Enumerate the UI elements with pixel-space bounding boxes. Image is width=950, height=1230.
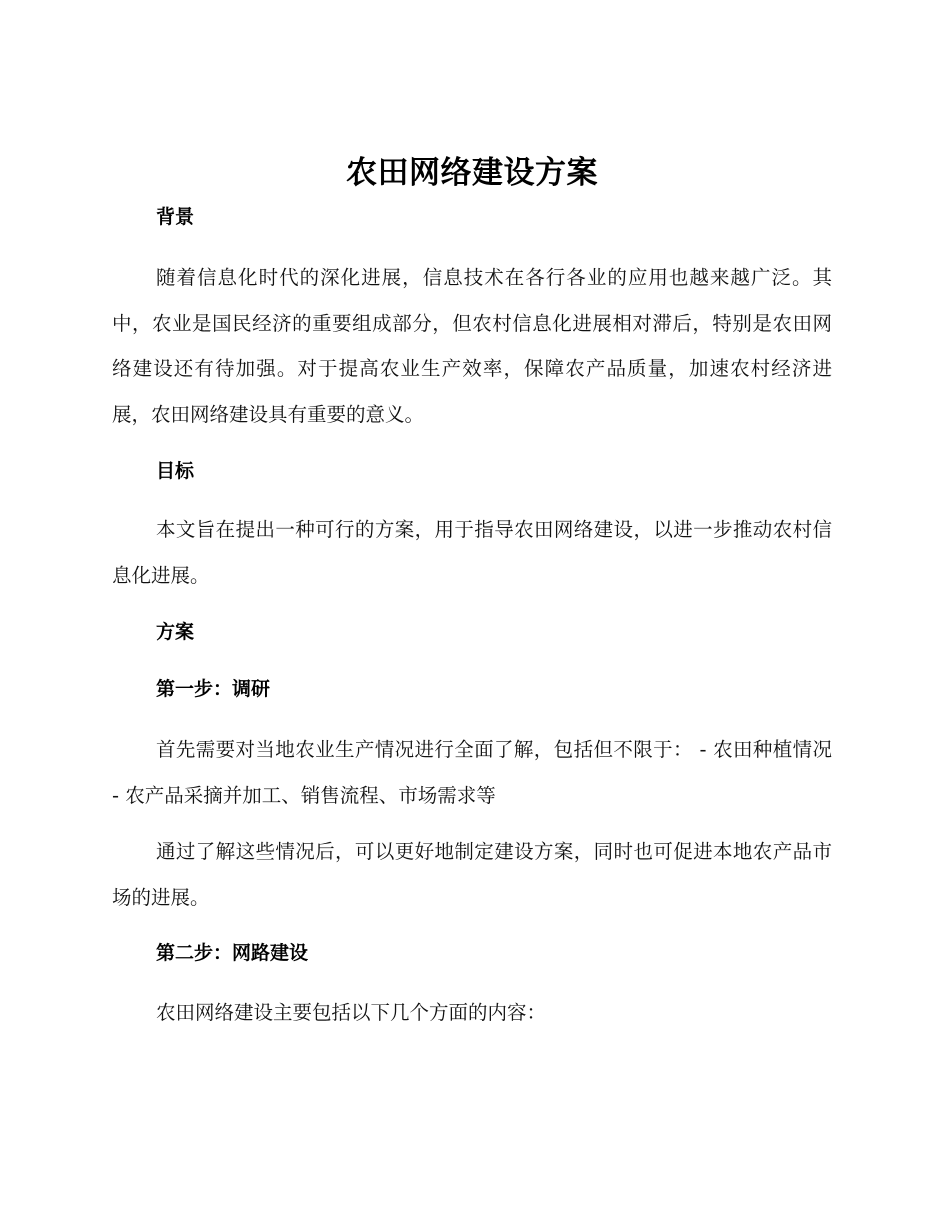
section-heading-plan: 方案 xyxy=(156,621,195,643)
step-heading-research: 第一步：调研 xyxy=(156,678,271,700)
paragraph-research-outcome: 通过了解这些情况后，可以更好地制定建设方案，同时也可促进本地农产品市场的进展。 xyxy=(112,840,832,909)
section-heading-goal: 目标 xyxy=(156,460,195,482)
paragraph-goal: 本文旨在提出一种可行的方案，用于指导农田网络建设，以进一步推动农村信息化进展。 xyxy=(112,518,832,587)
document-body xyxy=(112,150,832,1036)
section-heading-background: 背景 xyxy=(156,206,195,228)
paragraph-network-construction: 农田网络建设主要包括以下几个方面的内容： xyxy=(156,1001,547,1024)
step-heading-network-construction: 第二步：网路建设 xyxy=(156,942,309,964)
document-title: 农田网络建设方案 xyxy=(346,155,598,191)
paragraph-research-scope: 首先需要对当地农业生产情况进行全面了解，包括但不限于： - 农田种植情况 - 农产品采摘并加工、销售流程、市场需求等 xyxy=(112,738,832,807)
paragraph-background: 随着信息化时代的深化进展，信息技术在各行各业的应用也越来越广泛。其中，农业是国民经济的重要组成部分，但农村信息化进展相对滞后，特别是农田网络建设还有待加强。对于提高农业生产效率，保障农产品质量，加速农村经济进展，农田网络建设具有重要的意义。 xyxy=(112,266,832,426)
